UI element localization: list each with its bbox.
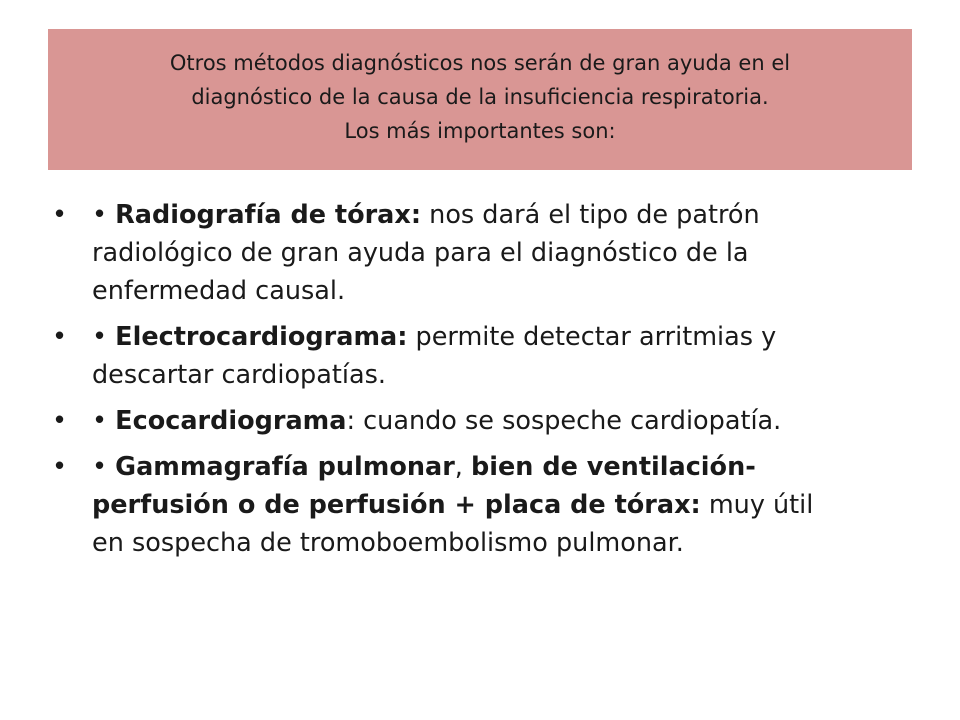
bullet-marker: •: [52, 200, 68, 230]
item-separator: ,: [454, 452, 471, 482]
item-term-2: bien de ventilación-perfusión o de perfusión + placa de tórax:: [92, 452, 756, 520]
inner-dot: •: [92, 452, 116, 482]
item-description: : cuando se sospeche cardiopatía.: [346, 406, 782, 436]
list-item-ecocardiograma: [52, 402, 852, 440]
item-term: Electrocardiograma:: [115, 322, 408, 352]
bullet-marker: •: [52, 406, 68, 436]
inner-dot: •: [92, 406, 116, 436]
item-term: Radiografía de tórax:: [115, 200, 422, 230]
title-line-2: diagnóstico de la causa de la insuficiencia respiratoria.: [191, 85, 769, 109]
item-term: Gammagrafía pulmonar: [115, 452, 455, 482]
item-term: Ecocardiograma: [115, 406, 347, 436]
inner-dot: •: [92, 200, 116, 230]
bullet-marker: •: [52, 322, 68, 352]
title-line-1: Otros métodos diagnósticos nos serán de gran ayuda en el: [169, 51, 791, 75]
bullet-marker: •: [52, 452, 68, 482]
item-description: nos dará el tipo de patrón radiológico de gran ayuda para el diagnóstico de la enfermedad causal.: [92, 200, 760, 306]
bullet-list: [52, 196, 852, 570]
item-description: muy útil en sospecha de tromoboembolismo pulmonar.: [92, 490, 814, 558]
list-item-gammagrafia: [52, 448, 852, 562]
title-box: [48, 29, 912, 170]
list-item-electrocardiograma: [52, 318, 852, 394]
list-item-radiografia: [52, 196, 852, 310]
item-description: permite detectar arritmias y descartar cardiopatías.: [92, 322, 777, 390]
inner-dot: •: [92, 322, 116, 352]
title-line-3: Los más importantes son:: [344, 119, 616, 143]
